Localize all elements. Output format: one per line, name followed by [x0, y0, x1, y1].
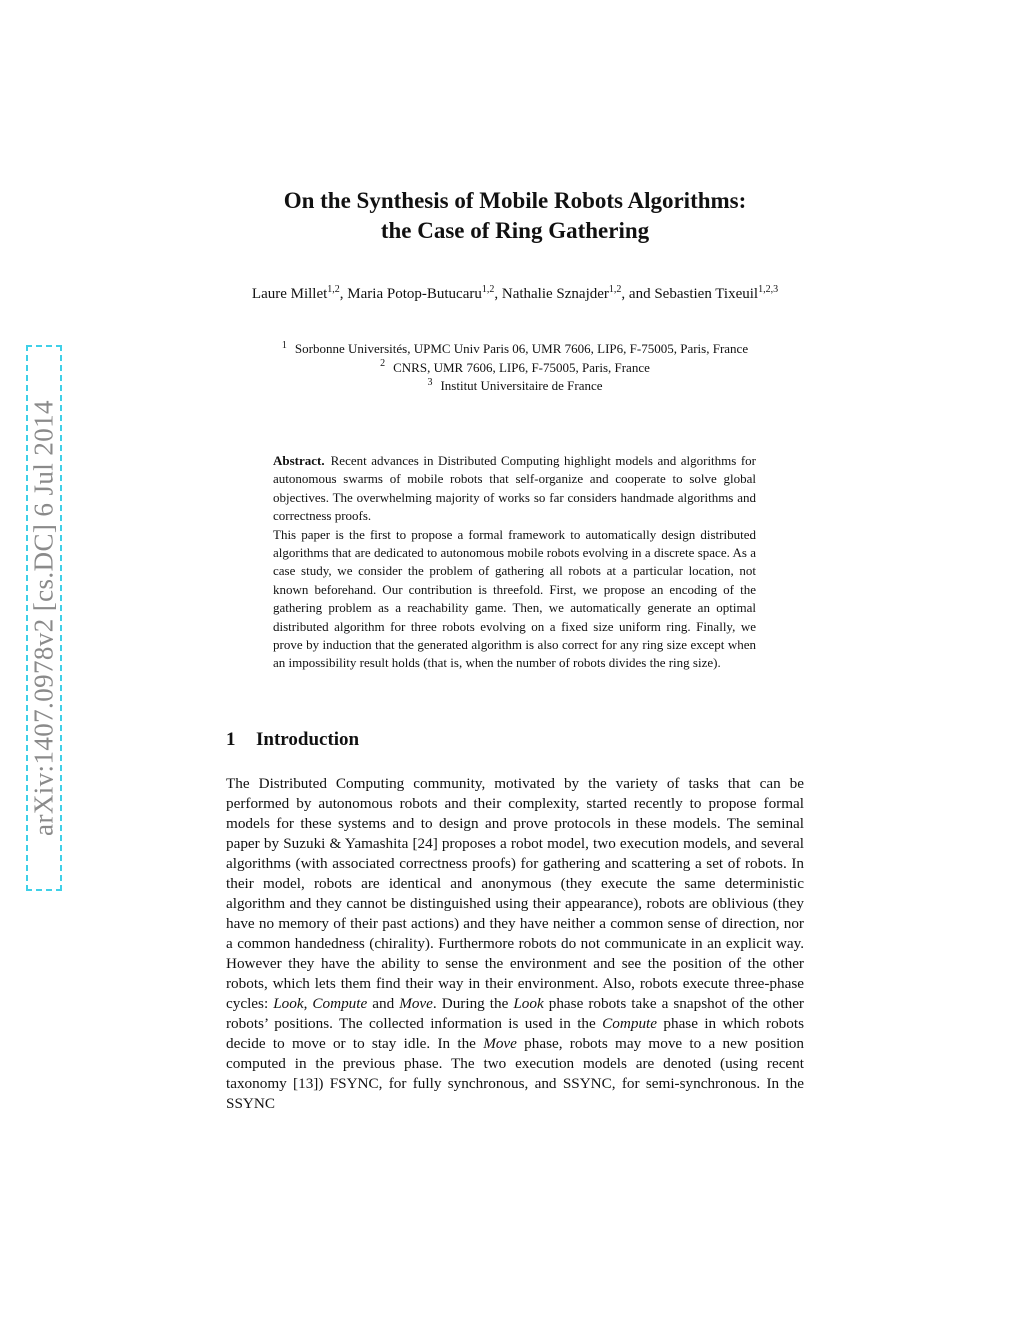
- abstract-paragraph-2: This paper is the first to propose a formal framework to automatically design distributed algorithms that are dedicated to autonomous mobile robots evolving in a discrete space. As a case study, we consider the problem of gathering all robots at a particular location, not known beforehand. Our contribution is threefold. First, we propose an encoding of the gathering problem as a reachability game. Then, we automatically generate an optimal distributed algorithm for three robots evolving on a fixed size uniform ring. Finally, we prove by induction that the generated algorithm is also correct for any ring size except when an impossibility result holds (that is, when the number of robots divides the ring size).: [273, 526, 756, 671]
- section-heading: [226, 728, 359, 752]
- intro-paragraph: [226, 774, 804, 1114]
- section-title: Introduction: [256, 729, 360, 750]
- intro-text: The Distributed Computing community, motivated by the variety of tasks that can be performed by autonomous robots and their complexity, started recently to propose formal models for these systems and to design and prove protocols in these models. The seminal paper by Suzuki & Yamashita [24] proposes a robot model, two execution models, and several algorithms (with associated correctness proofs) for gathering and scattering a set of robots. In their model, robots are identical and anonymous (they execute the same deterministic algorithm and they cannot be distinguished using their appearance), robots are oblivious (they have no memory of their past actions) and they have neither a common sense of direction, nor a common handedness (chirality). Furthermore robots do not communicate in an explicit way. However they have the ability to sense the environment and see the position of the other robots, which lets them find their way in their environment. Also, robots execute three-phase cycles:: [226, 775, 804, 1012]
- affiliation-item: [226, 377, 804, 396]
- author-affil-sup: 1,2: [608, 284, 622, 295]
- emph-look: Look: [513, 995, 544, 1012]
- title-line-1: On the Synthesis of Mobile Robots Algorithms:: [283, 188, 747, 213]
- arxiv-identifier: arXiv:1407.0978v2 [cs.DC] 6 Jul 2014: [28, 400, 59, 836]
- emph-compute: Compute: [312, 995, 368, 1012]
- emph-look: Look: [273, 995, 304, 1012]
- author-name: Laure Millet: [251, 286, 328, 302]
- affiliation-number: 2: [380, 358, 386, 370]
- author-affil-sup: 1,2,3: [758, 284, 779, 295]
- author-separator: , and: [621, 286, 655, 302]
- author-name: Sebastien Tixeuil: [654, 286, 759, 302]
- affiliation-item: [226, 359, 804, 378]
- author-affil-sup: 1,2: [481, 284, 495, 295]
- affiliation-text: Institut Universitaire de France: [440, 378, 603, 393]
- author-separator: ,: [339, 286, 348, 302]
- emph-compute: Compute: [602, 1015, 657, 1032]
- author-list: [226, 284, 804, 304]
- title-line-2: the Case of Ring Gathering: [380, 218, 650, 243]
- author-name: Maria Potop-Butucaru: [347, 286, 482, 302]
- intro-text: phase, robots may move to a new position computed in the previous phase. The two execution models are denoted (using recent taxonomy [13]) FSYNC, for fully synchronous, and SSYNC, for semi-synchronous. In the SSYNC: [226, 1035, 804, 1112]
- intro-text: . During the: [432, 995, 514, 1012]
- intro-text: phase in which robots decide to move or to stay idle. In the: [226, 1015, 804, 1052]
- abstract-text: Recent advances in Distributed Computing highlight models and algorithms for autonomous swarms of mobile robots that self-organize and cooperate to solve global objectives. The overwhelming majority of works so far considers handmade algorithms and correctness proofs.: [273, 453, 756, 524]
- author-separator: ,: [494, 286, 502, 302]
- affiliation-number: 1: [281, 339, 287, 351]
- abstract-paragraph-1: [273, 452, 756, 526]
- intro-text: phase robots take a snapshot of the other robots’ positions. The collected information is used in the: [226, 995, 804, 1032]
- author-name: Nathalie Sznajder: [501, 286, 609, 302]
- affiliation-number: 3: [427, 376, 433, 388]
- paper-title: [226, 186, 804, 246]
- intro-text: ,: [303, 995, 313, 1012]
- intro-text: and: [367, 995, 400, 1012]
- author-affil-sup: 1,2: [327, 284, 340, 295]
- affiliation-item: [226, 340, 804, 359]
- emph-move: Move: [399, 995, 433, 1012]
- affiliation-text: CNRS, UMR 7606, LIP6, F-75005, Paris, France: [393, 359, 650, 375]
- affiliation-text: Sorbonne Universités, UPMC Univ Paris 06, UMR 7606, LIP6, F-75005, Paris, France: [294, 341, 749, 356]
- abstract: [273, 452, 756, 673]
- affiliation-list: [226, 340, 804, 396]
- emph-move: Move: [483, 1035, 517, 1052]
- section-number: 1: [226, 729, 236, 750]
- abstract-label: Abstract.: [273, 453, 325, 468]
